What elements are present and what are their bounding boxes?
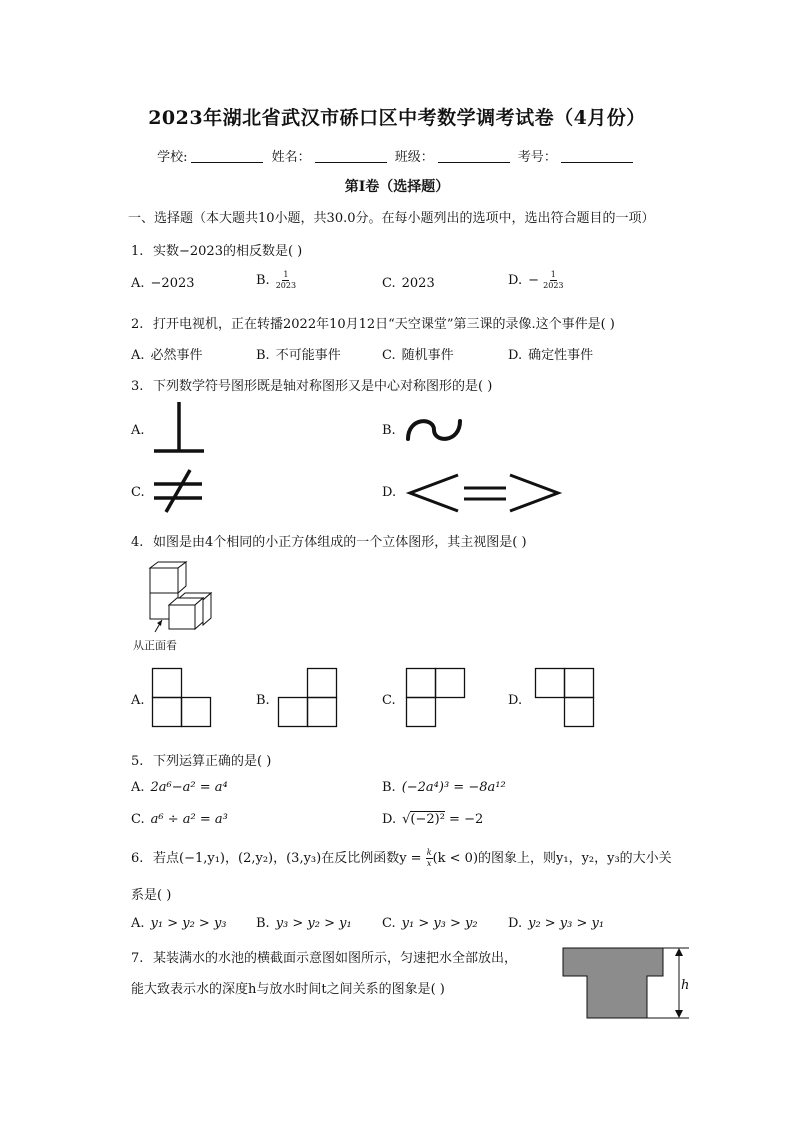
fraction: $\frac{1}{2023}$ <box>543 270 564 290</box>
q4-option-b[interactable]: B. <box>256 693 270 708</box>
question-number: 1. <box>131 244 144 259</box>
class-blank[interactable] <box>438 150 510 163</box>
q5-option-d[interactable]: D. √(−2)² = −2 <box>382 812 484 827</box>
height-label: h <box>681 978 690 993</box>
question-5: 5. 下列运算正确的是( ) <box>131 754 272 769</box>
q6-option-d[interactable]: D. y₂ > y₃ > y₁ <box>508 916 605 931</box>
q6-option-a[interactable]: A. y₁ > y₂ > y₃ <box>131 916 227 931</box>
part1-label: 一、选择题（本大题共10小题，共30.0分。在每小题列出的选项中，选出符合题目的一项） <box>128 211 655 226</box>
question-4: 4. 如图是由4个相同的小正方体组成的一个立体图形，其主视图是( ) <box>131 535 527 550</box>
q2-option-c[interactable]: C. 随机事件 <box>382 348 454 363</box>
question-6-continued: 系是( ) <box>131 888 172 903</box>
exam-title: 2023年湖北省武汉市硚口区中考数学调考试卷（4月份） <box>148 107 646 129</box>
question-7: 7. 某装满水的水池的横截面示意图如图所示，匀速把水全部放出， <box>131 951 518 966</box>
q1-option-d[interactable]: D. − $\frac{1}{2023}$ <box>508 270 564 290</box>
similar-symbol <box>404 415 464 445</box>
q3-option-b[interactable]: B. <box>382 423 396 438</box>
q4-option-a[interactable]: A. <box>131 693 145 708</box>
q4-option-c[interactable]: C. <box>382 693 396 708</box>
q2-option-a[interactable]: A. 必然事件 <box>131 348 203 363</box>
q3-option-d[interactable]: D. <box>382 485 397 500</box>
exam-no-blank[interactable] <box>561 150 633 163</box>
q3-option-c[interactable]: C. <box>131 485 145 500</box>
school-blank[interactable] <box>191 150 263 163</box>
q2-option-b[interactable]: B. 不可能事件 <box>256 348 341 363</box>
cube-stack-figure <box>133 560 223 640</box>
front-view-b <box>278 668 338 728</box>
section-title: 第Ⅰ卷（选择题） <box>344 179 450 195</box>
q1-option-c[interactable]: C. 2023 <box>382 276 435 291</box>
question-1 <box>131 240 302 259</box>
question-7-continued: 能大致表示水的深度h与放水时间t之间关系的图象是( ) <box>131 982 445 997</box>
exam-no-label: 考号： <box>517 150 557 165</box>
student-info-line <box>0 146 794 165</box>
class-label: 班级： <box>394 150 434 165</box>
not-equal-symbol <box>150 468 205 514</box>
sqrt-sign: √ <box>402 812 411 827</box>
front-view-c <box>406 668 466 728</box>
question-6: 6. 若点(−1,y₁)，(2,y₂)，(3,y₃)在反比例函数y = $\frac{k}{x}$ (k < 0)的图象上，则y₁，y₂，y₃的大小关 <box>131 848 672 868</box>
q1-option-b[interactable]: B. $\frac{1}{2023}$ <box>256 270 297 290</box>
q5-option-b[interactable]: B. (−2a⁴)³ = −8a¹² <box>382 780 506 795</box>
perpendicular-symbol <box>154 402 204 454</box>
q2-option-d[interactable]: D. 确定性事件 <box>508 348 594 363</box>
q5-option-a[interactable]: A. 2a⁶−a² = a⁴ <box>131 780 228 795</box>
figure-caption: 从正面看 <box>133 639 177 652</box>
name-blank[interactable] <box>315 150 387 163</box>
fraction: $\frac{k}{x}$ <box>426 848 432 868</box>
less-equal-greater-symbol <box>406 473 562 513</box>
q5-option-c[interactable]: C. a⁶ ÷ a² = a³ <box>131 812 228 827</box>
school-label: 学校: <box>157 150 188 165</box>
fraction: $\frac{1}{2023}$ <box>275 270 297 290</box>
q4-option-d[interactable]: D. <box>508 693 523 708</box>
q1-option-a[interactable]: A. −2023 <box>131 276 195 291</box>
name-label: 姓名： <box>271 150 311 165</box>
q6-option-b[interactable]: B. y₃ > y₂ > y₁ <box>256 916 352 931</box>
question-2: 2. 打开电视机，正在转播2022年10月12日“天空课堂”第三课的录像.这个事件是( ) <box>131 317 615 332</box>
front-view-d <box>535 668 595 728</box>
question-text: 实数−2023的相反数是( ) <box>153 244 303 259</box>
q3-option-a[interactable]: A. <box>131 423 145 438</box>
q6-option-c[interactable]: C. y₁ > y₃ > y₂ <box>382 916 478 931</box>
pool-cross-section-figure <box>561 946 696 1024</box>
front-view-a <box>152 668 212 728</box>
question-3: 3. 下列数学符号图形既是轴对称图形又是中心对称图形的是( ) <box>131 379 493 394</box>
